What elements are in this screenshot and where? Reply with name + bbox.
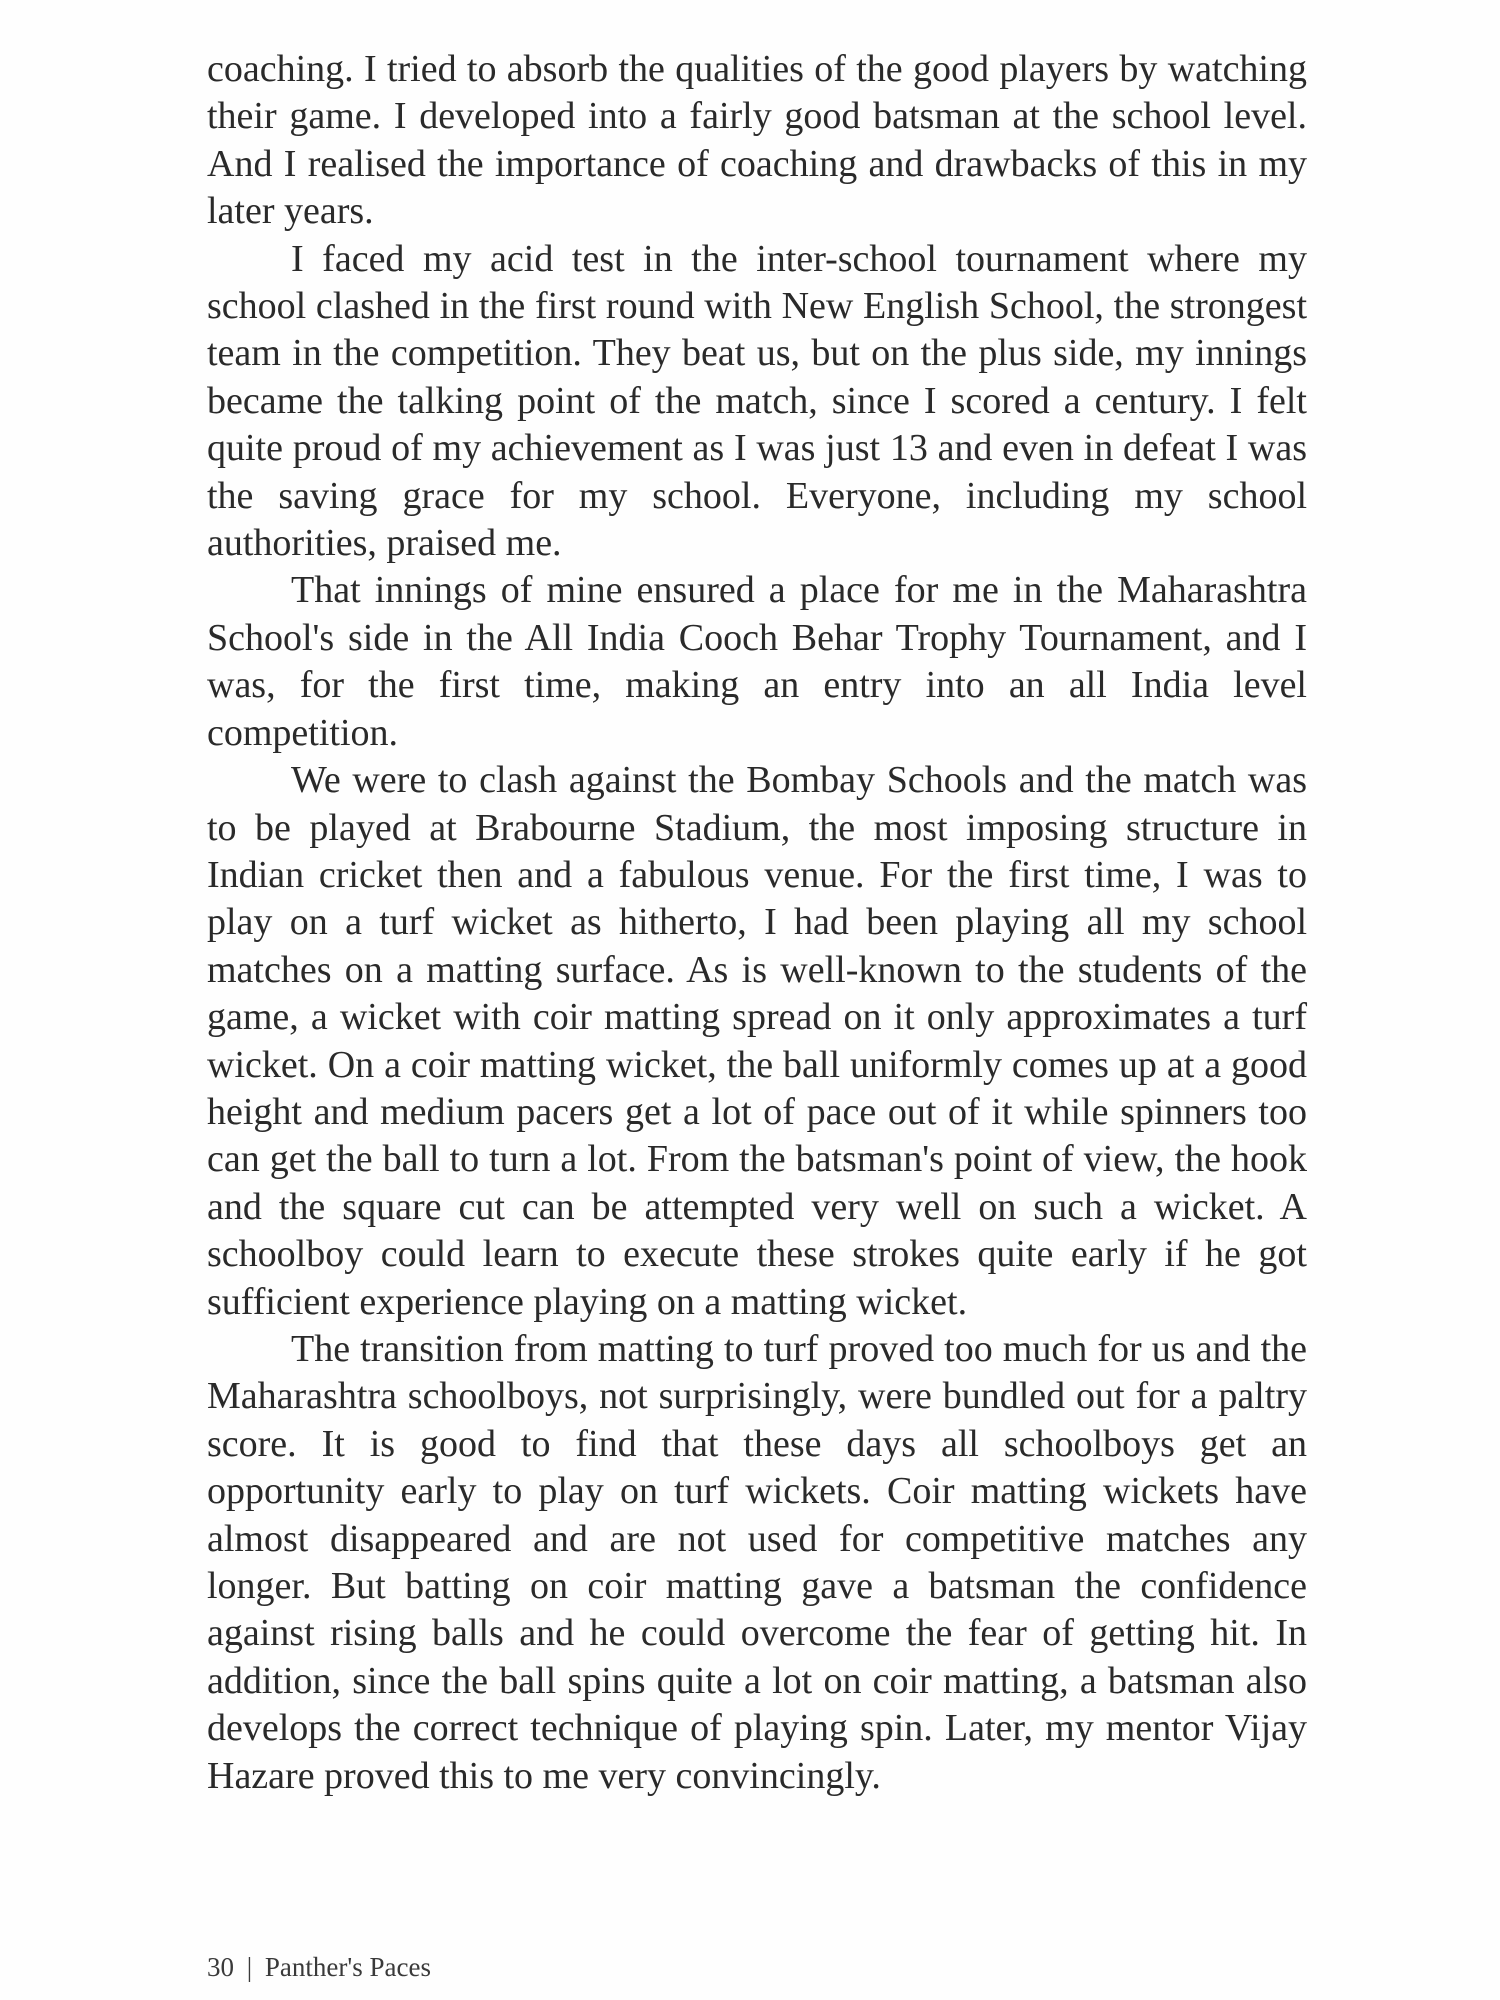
page-number: 30 bbox=[207, 1952, 234, 1982]
body-text bbox=[207, 46, 1307, 1800]
paragraph-1: coaching. I tried to absorb the qualities of the good players by watching their game. I developed into a fairly good batsman at the school level. And I realised the importance of coaching and drawbacks of this in my later years. bbox=[207, 48, 1307, 233]
paragraph-5: The transition from matting to turf proved too much for us and the Maharashtra schoolboys, not surprisingly, were bundled out for a paltry score. It is good to find that these days all schoolboys get an opportunity early to play on turf wickets. Coir matting wickets have almost disappeared and are not used for competitive matches any longer. But batting on coir matting gave a batsman the confidence against rising balls and he could overcome the fear of getting hit. In addition, since the ball spins quite a lot on coir matting, a batsman also develops the correct technique of playing spin. Later, my mentor Vijay Hazare proved this to me very convincingly. bbox=[207, 1327, 1307, 1797]
book-title: Panther's Paces bbox=[264, 1952, 431, 1982]
page-footer bbox=[207, 1952, 431, 1983]
footer-separator: | bbox=[246, 1952, 253, 1982]
paragraph-4: We were to clash against the Bombay Schools and the match was to be played at Brabourne Stadium, the most imposing structure in Indian cricket then and a fabulous venue. For the first time, I was to play on a turf wicket as hitherto, I had been playing all my school matches on a matting surface. As is well-known to the students of the game, a wicket with coir matting spread on it only approximates a turf wicket. On a coir matting wicket, the ball uniformly comes up at a good height and medium pacers get a lot of pace out of it while spinners too can get the ball to turn a lot. From the batsman's point of view, the hook and the square cut can be attempted very well on such a wicket. A schoolboy could learn to execute these strokes quite early if he got sufficient experience playing on a matting wicket. bbox=[207, 759, 1307, 1323]
paragraph-3: That innings of mine ensured a place for me in the Maharashtra School's side in the All India Cooch Behar Trophy Tournament, and I was, for the first time, making an entry into an all India level competition. bbox=[207, 569, 1307, 754]
paragraph-2: I faced my acid test in the inter-school tournament where my school clashed in the first round with New English School, the strongest team in the competition. They beat us, but on the plus side, my innings became the talking point of the match, since I scored a century. I felt quite proud of my achievement as I was just 13 and even in defeat I was the saving grace for my school. Everyone, including my school authorities, praised me. bbox=[207, 237, 1307, 565]
